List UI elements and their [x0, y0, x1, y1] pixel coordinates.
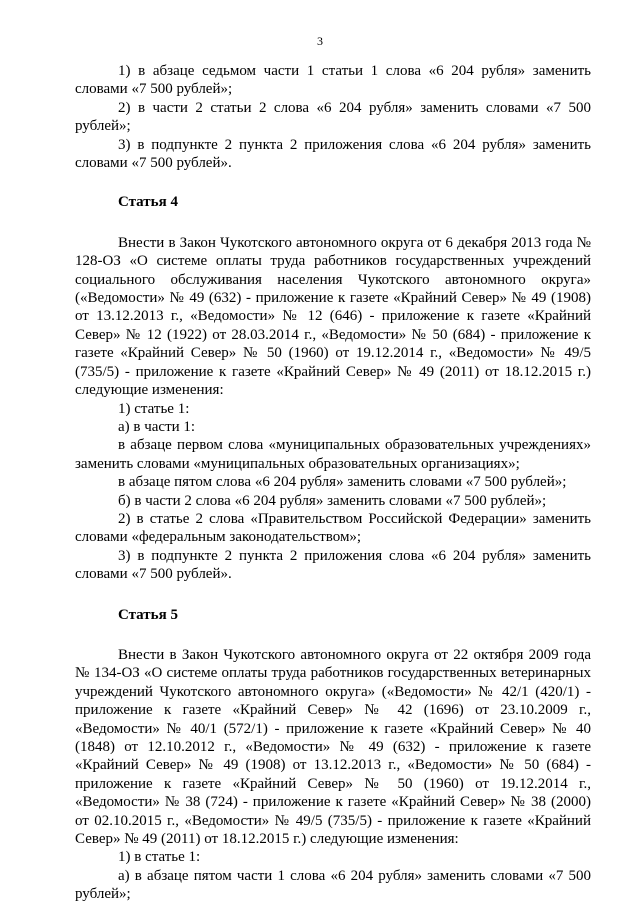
- intro-item-2: 2) в части 2 статьи 2 слова «6 204 рубля» заменить словами «7 500 рублей»;: [75, 99, 591, 135]
- article-5-intro: Внести в Закон Чукотского автономного округа от 22 октября 2009 года № 134-ОЗ «О системе оплаты труда работников государственных ветеринарных учреждений Чукотского автономного округа» («Ведомости» № 42/1 (420/1) - приложение к газете «Крайний Север» № 42 (1696) от 23.10.2009 г., «Ведомости» № 40/1 (572/1) - приложение к газете «Крайний Север» № 40 (1848) от 12.10.2012 г., «Ведомости» № 49 (632) - приложение к газете «Крайний Север» № 49 (1908) от 13.12.2013 г., «Ведомости» № 50 (684) - приложение к газете «Крайний Север» № 50 (1960) от 19.12.2014 г., «Ведомости» № 38 (724) - приложение к газете «Крайний Север» № 38 (2000) от 02.10.2015 г., «Ведомости» № 49/5 (735/5) - приложение к газете «Крайний Север» № 49 (2011) от 18.12.2015 г.) следующие изменения:: [75, 646, 591, 848]
- article-4-item-2: а) в части 1:: [118, 418, 196, 435]
- article-5-heading: Статья 5: [118, 606, 178, 623]
- article-4-item-3: в абзаце первом слова «муниципальных образовательных учреждениях» заменить словами «муниципальных образовательных организациях»;: [75, 437, 591, 472]
- intro-item-3: 3) в подпункте 2 пункта 2 приложения слова «6 204 рубля» заменить словами «7 500 рублей».: [75, 136, 591, 172]
- article-4-intro: Внести в Закон Чукотского автономного округа от 6 декабря 2013 года № 128-ОЗ «О системе оплаты труда работников государственных учреждений социального обслуживания населения Чукотского автономного округа» («Ведомости» № 49 (632) - приложение к газете «Крайний Север» № 49 (1908) от 13.12.2013 г., «Ведомости» № 12 (646) - приложение к газете «Крайний Север» № 12 (1922) от 28.03.2014 г., «Ведомости» № 50 (684) - приложение к газете «Крайний Север» № 50 (1960) от 19.12.2014 г., «Ведомости» № 49/5 (735/5) - приложение к газете «Крайний Север» № 49 (2011) от 18.12.2015 г.) следующие изменения:: [75, 234, 591, 399]
- article-5-item-1: 1) в статье 1:: [118, 849, 201, 866]
- article-4-item-7: 3) в подпункте 2 пункта 2 приложения слова «6 204 рубля» заменить словами «7 500 рублей».: [75, 547, 591, 583]
- page-number: 3: [317, 34, 323, 48]
- article-4-item-5: б) в части 2 слова «6 204 рубля» заменить словами «7 500 рублей»;: [118, 492, 547, 509]
- article-4-item-1: 1) статье 1:: [118, 400, 190, 417]
- article-4-item-4: в абзаце пятом слова «6 204 рубля» заменить словами «7 500 рублей»;: [118, 474, 567, 491]
- intro-item-1: 1) в абзаце седьмом части 1 статьи 1 слова «6 204 рубля» заменить словами «7 500 рублей»;: [75, 63, 591, 98]
- document-body: [75, 62, 591, 904]
- article-4-heading: Статья 4: [118, 194, 178, 211]
- article-4-item-6: 2) в статье 2 слова «Правительством Российской Федерации» заменить словами «федеральным законодательством»;: [75, 510, 591, 546]
- article-5-item-2: а) в абзаце пятом части 1 слова «6 204 рубля» заменить словами «7 500 рублей»;: [75, 867, 591, 903]
